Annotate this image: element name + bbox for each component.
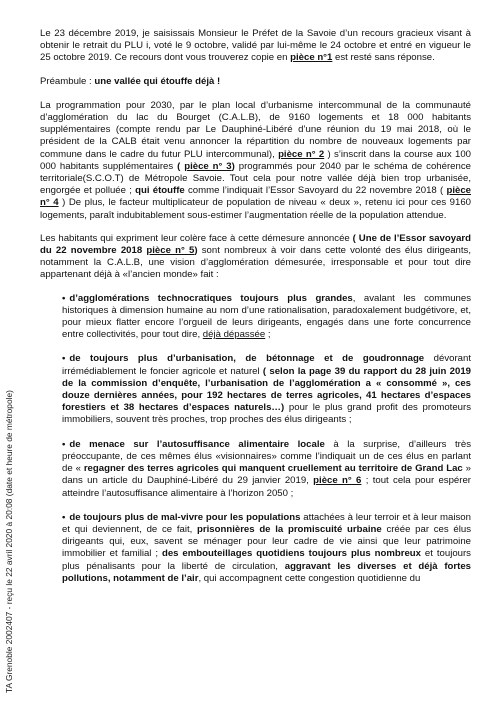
exhibit-ref-4: pièce n° 4: [40, 185, 471, 209]
bullet-icon: •: [62, 438, 66, 450]
chokes-emphasis: qui étouffe: [135, 185, 185, 197]
residents-text-2: sont nombreux à voir dans cette volonté des élus dirigeants, notamment la C.A.L.B, une vision d’agglomération démesurée, irresponsable et pour tout dire appartenant déjà à «l’ancien monde» fait :: [40, 245, 471, 281]
item-emphasis-2: des embouteillages quotidiens toujours plus nombreux: [161, 548, 421, 560]
residents-text: Les habitants qui expriment leur colère face à cette démesure annoncée: [40, 232, 353, 244]
bullet-icon: •: [62, 292, 66, 304]
essor-headline-close: ): [194, 245, 198, 257]
grievance-list: [62, 293, 471, 585]
programming-text-5: ) De plus, le facteur multiplicateur de population de niveau « deux », retenu ici pour ces 9160 logements, paraît indubitablement sous-estimer l’augmentation réelle de la population attendue.: [40, 197, 471, 221]
programming-text: La programmation pour 2030, par le plan local d’urbanisme intercommunal de la communauté d’agglomération du lac du Bourget (C.A.L.B), de 9160 logements et 18 000 habitants supplémentaires (compte rendu par Le Dauphiné-Libéré d’une réunion du 19 mai 2018, où le président de la CALB était venu annoncer la répartition du nombre de nouveaux logements par commune dans le cadre du futur PLU intercommunal),: [40, 99, 471, 160]
preamble-title: une vallée qui étouffe déjà !: [94, 75, 221, 87]
item-text-end: , qui accompagnent cette congestion quotidienne du: [198, 572, 421, 584]
item-heading: de toujours plus de mal-vivre pour les populations: [69, 511, 301, 523]
item-text: à la surprise, d’ailleurs très préoccupante, de ces mêmes élus «visionnaires» comme l’indiquait un de ces élus en parlant de «: [62, 438, 471, 475]
bullet-icon: •: [62, 511, 66, 523]
item-emphasis: regagner des terres agricoles qui manquent cruellement au territoire de Grand Lac: [83, 463, 463, 475]
item-heading: de toujours plus d’urbanisation, de bétonnage et de goudronnage: [69, 353, 425, 365]
list-item: [62, 512, 471, 585]
exhibit-ref-6: pièce n° 6: [313, 475, 362, 487]
item-text-3: et toujours plus pénalisants pour la liberté de circulation,: [62, 548, 471, 572]
exhibit-ref-1: pièce n°1: [290, 52, 333, 64]
essor-headline-ref: ( Une de l’Essor savoyard du 22 novembre 2018: [40, 232, 471, 257]
item-underline: déjà dépassée: [202, 329, 266, 341]
intro-text: Le 23 décembre 2019, je saisissais Monsieur le Préfet de la Savoie d’un recours gracieux visant à obtenir le retrait du PLU i, voté le 9 octobre, validé par lui-même le 24 octobre et entré en vigueur le 25 octobre 2019. Ce recours dont vous trouverez copie en: [40, 28, 471, 64]
programming-text-2: ) s’inscrit dans la course aux 100 000 habitants supplémentaires: [40, 148, 471, 172]
preamble-label: Préambule :: [40, 75, 95, 87]
court-receipt-stamp: TA Grenoble 2002407 - reçu le 22 avril 2020 à 20:08 (date et heure de métropole): [4, 390, 14, 693]
list-item: [62, 293, 471, 342]
programming-text-3: programmés pour 2040 par le schéma de cohérence territoriale(S.C.O.T) de Métropole Savoie. Tout cela pour notre vallée déjà bien trop urbanisée, engorgée et polluée ;: [40, 160, 471, 197]
item-text-2: » dans un article du Dauphiné-Libéré du 29 janvier 2019,: [62, 463, 471, 487]
list-item: [62, 353, 471, 426]
letter-body: [40, 28, 471, 597]
item-text: attachées à leur terroir et à leur maison et qui deviennent, de ce fait,: [62, 511, 471, 535]
item-emphasis: prisonnières de la promiscuité urbaine: [197, 523, 382, 535]
bullet-icon: •: [62, 353, 66, 365]
intro-text-end: est resté sans réponse.: [332, 52, 435, 64]
programming-text-4: comme l’indiquait l’Essor Savoyard du 22 novembre 2018 (: [184, 185, 447, 197]
item-heading: de menace sur l’autosuffisance alimentaire locale: [69, 438, 325, 450]
item-heading: d’agglomérations technocratiques toujours plus grandes: [69, 292, 353, 304]
preamble-heading: [40, 76, 471, 88]
item-emphasis: ( selon la page 39 du rapport du 28 juin 2019 de la commission d’enquête, l’urbanisation de l’agglomération a « consommé », ces douze dernières années, pour 192 hectares de terres agricoles, 41 hectares d’espaces forestiers et 38 hectares d’espaces naturels…): [62, 365, 471, 414]
item-text-end: pour le plus grand profit des promoteurs immobiliers, souvent très proches, trop proches des élus dirigeants ;: [62, 402, 472, 426]
exhibit-ref-3-close: ): [231, 160, 235, 172]
list-item: [62, 439, 471, 500]
item-text-end: ; tout cela pour espérer atteindre l’autosuffisance alimentaire à l’horizon 2050 ;: [62, 475, 471, 499]
item-text-2: créée par ces élus dirigeants qui, eux, savent se ménager pour leur cadre de vie ainsi que leur patrimoine immobilier et familial ;: [62, 523, 472, 560]
exhibit-ref-5: pièce n° 5: [146, 245, 195, 257]
item-text: , avalant les communes historiques à dimension humaine au nom d’une rationalisation, paradoxalement budgétivore, et, pour mieux flatter encore l’orgueil de leurs dirigeants, engagés dans une forte concurrence entre collectivités, pour tout dire,: [62, 292, 471, 341]
programming-paragraph: [40, 100, 471, 222]
item-text-end: ;: [265, 329, 271, 341]
exhibit-ref-3-open: (: [177, 160, 185, 172]
exhibit-ref-3: pièce n° 3: [184, 160, 232, 172]
residents-paragraph: [40, 233, 471, 282]
intro-paragraph: [40, 28, 471, 65]
item-text: dévorant irrémédiablement le foncier agricole et naturel: [62, 353, 471, 377]
item-emphasis-3: aggravant les diverses et déjà fortes pollutions, notamment de l’air: [62, 560, 471, 584]
exhibit-ref-2: pièce n° 2: [278, 148, 325, 160]
